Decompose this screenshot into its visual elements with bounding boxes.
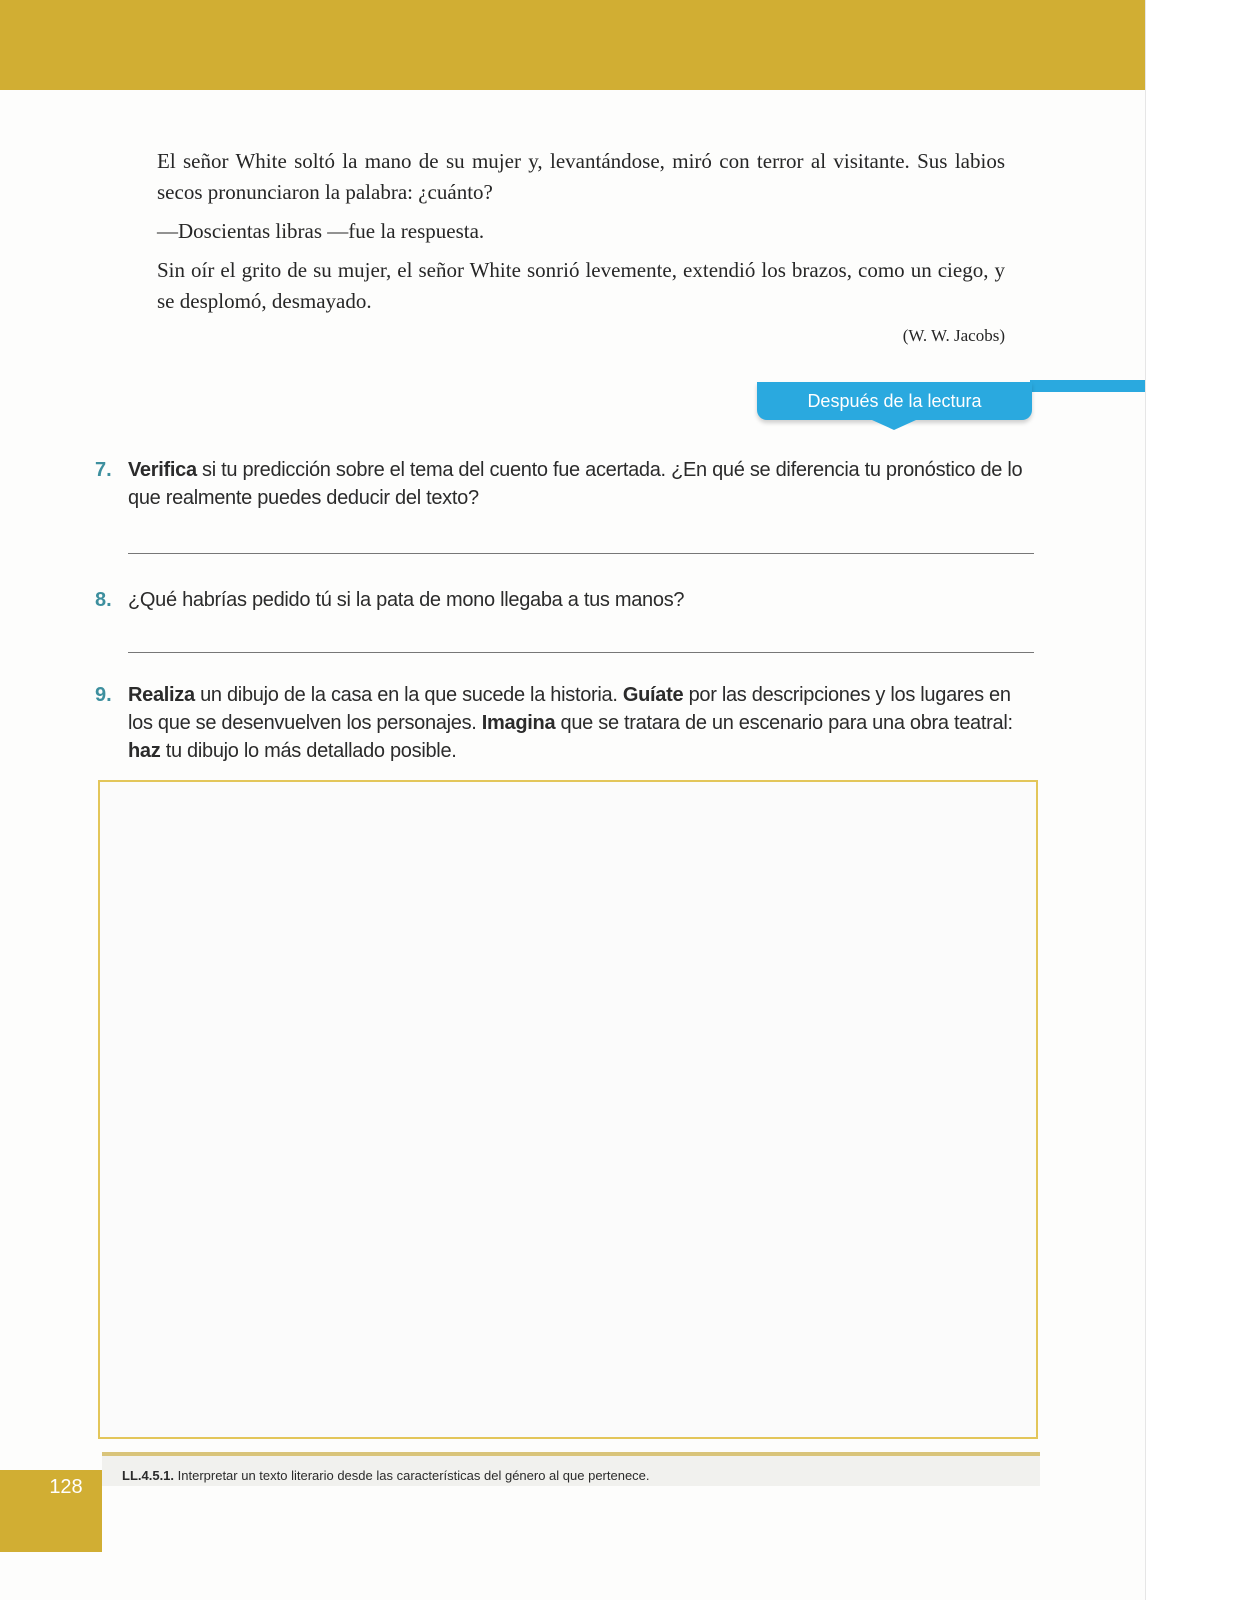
action-verb: haz <box>128 740 161 762</box>
question-7 <box>95 456 1035 512</box>
section-title: Después de la lectura <box>757 382 1032 420</box>
question-number: 8. <box>95 589 112 611</box>
skill-indicator <box>122 1468 650 1483</box>
question-number: 7. <box>95 459 112 481</box>
question-text: por las descripciones y los lugares en los que se desenvuelven los personajes. <box>128 684 1011 734</box>
action-verb: Guíate <box>622 684 684 706</box>
question-number: 9. <box>95 684 112 706</box>
question-text: tu dibujo lo más detallado posible. <box>160 740 457 762</box>
page-edge <box>1145 0 1236 1600</box>
author-credit: (W. W. Jacobs) <box>902 326 1005 345</box>
reading-passage <box>157 146 1005 325</box>
header-band <box>0 0 1145 90</box>
page-number: 128 <box>49 1476 83 1498</box>
question-text: ¿Qué habrías pedido tú si la pata de mono llegaba a tus manos? <box>128 589 685 611</box>
reading-paragraph-2: —Doscientas libras —fue la respuesta. <box>157 219 485 243</box>
answer-line-7[interactable] <box>128 553 1034 554</box>
skill-code: LL.4.5.1. <box>122 1468 175 1483</box>
question-text: un dibujo de la casa en la que sucede la historia. <box>194 684 623 706</box>
section-bar <box>1030 380 1145 392</box>
action-verb: Realiza <box>128 684 195 706</box>
action-verb: Verifica <box>128 459 197 481</box>
action-verb: Imagina <box>481 712 556 734</box>
drawing-area[interactable] <box>98 780 1038 1439</box>
answer-line-8[interactable] <box>128 652 1034 653</box>
reading-paragraph-3: Sin oír el grito de su mujer, el señor White sonrió levemente, extendió los brazos, como un ciego, y se desplomó, desmayado. <box>157 258 1005 313</box>
question-8 <box>95 586 1035 614</box>
skill-text: Interpretar un texto literario desde las características del género al que pertenece. <box>174 1468 650 1483</box>
question-9 <box>95 681 1035 765</box>
reading-paragraph-1: El señor White soltó la mano de su mujer y, levantándose, miró con terror al visitante. Sus labios secos pronunciaron la palabra: ¿cuánto? <box>157 149 1005 204</box>
question-text: si tu predicción sobre el tema del cuento fue acertada. ¿En qué se diferencia tu pronóstico de lo que realmente puedes deducir del texto? <box>128 459 1023 509</box>
question-text: que se tratara de un escenario para una obra teatral: <box>555 712 1013 734</box>
